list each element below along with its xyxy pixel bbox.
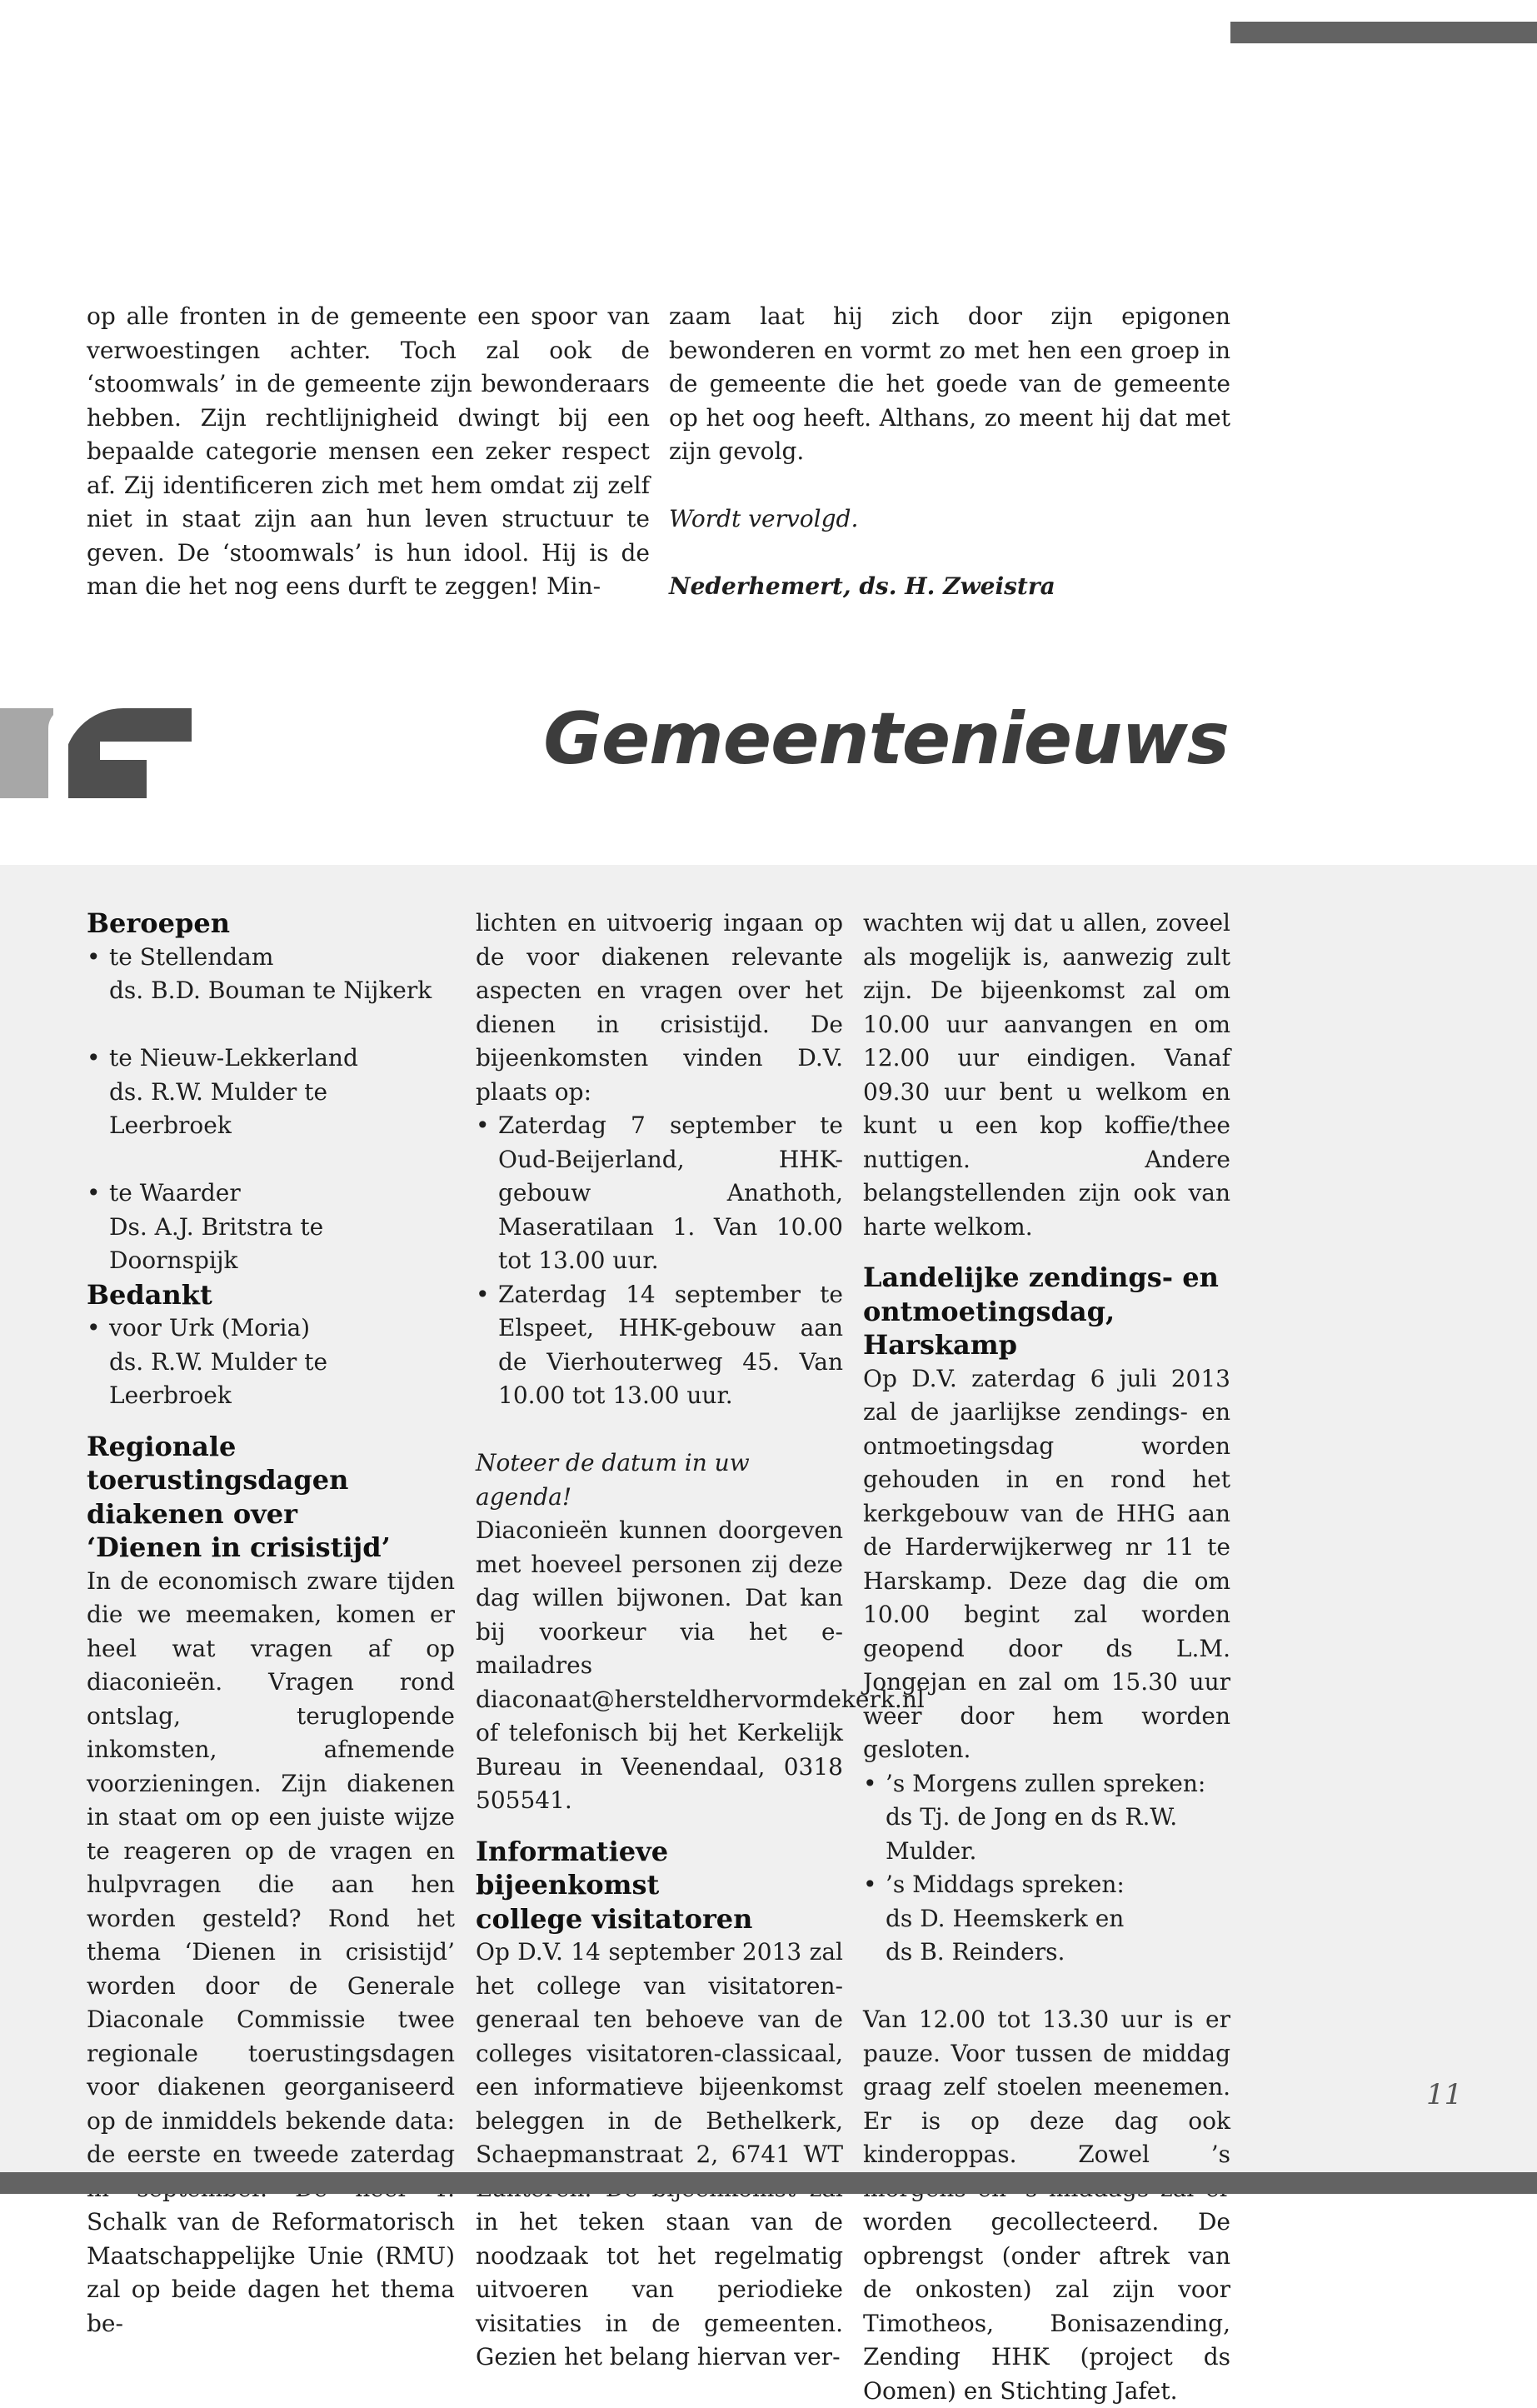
- toerusting-body: In de economisch zware tijden die we meemaken, komen er heel wat vragen af op diaconieën. Vragen rond ontslag, teruglopende inkomsten, afnemende voorzieningen. Zijn diakenen in staat om op een juiste wijze te reageren op de vragen en hulpvragen die aan hen worden gesteld? Rond het thema ‘Dienen in crisistijd’ worden door de Generale Diaconale Commissie twee regionale toerustingsdagen voor diakenen georganiseerd op de inmiddels bekende data: de eerste en tweede zaterdag Schalk van de Reformatorisch Maatschappelijke Unie (RMU) zal op beide dagen het thema be-: [87, 1566, 455, 2337]
- toerusting-heading: Regionale toerustingsdagen: [87, 1430, 349, 1496]
- author-signature: Nederhemert, ds. H. Zweistra: [669, 572, 1055, 600]
- zendingsdag-heading: ontmoetingsdag, Harskamp: [863, 1295, 1115, 1361]
- speaker-label: • ’s Morgens zullen spreken:: [863, 1767, 1230, 1801]
- visitatoren-heading: college visitatoren: [476, 1902, 753, 1935]
- speaker-names: ds Tj. de Jong en ds R.W. Mulder.: [886, 1803, 1178, 1865]
- list-item: • te Stellendam: [87, 941, 455, 975]
- agenda-note: Noteer de datum in uw agenda!: [476, 1449, 750, 1511]
- visitatoren-body-continued: wachten wij dat u allen, zoveel als mogelijk is, aanwezig zult zijn. De bijeenkomst zal om 10.00 uur aanvangen en om 12.00 uur eindigen. Vanaf 09.30 uur bent u welkom en kunt u een kop koffie/thee nuttigen. Andere belangstellenden zijn ook van harte welkom.: [863, 909, 1230, 1241]
- speaker-label: • ’s Middags spreken:: [863, 1868, 1230, 1902]
- toerusting-heading: ‘Dienen in crisistijd’: [87, 1531, 391, 1563]
- article-text: op alle fronten in de gemeente een spoor van verwoestingen achter. Toch zal ook de ‘stoomwals’ in de gemeente zijn bewonderaars hebben. Zijn rechtlijnigheid dwingt bij een bepaalde categorie mensen een zeker respect af. Zij identificeren zich met hem omdat zij zelf niet in staat zijn aan hun leven structuur te geven. De ‘stoomwals’ is hun idool. Hij is de man die het nog eens durft te zeggen! Min-: [87, 302, 650, 600]
- list-item-person: ds. B.D. Bouman te Nijkerk: [109, 977, 432, 1004]
- zendingsdag-body: Op D.V. zaterdag 6 juli 2013 zal de jaarlijkse zendings- en ontmoetingsdag worden gehouden in en rond het kerkgebouw van de HHG aan de Harderwijkerweg nr 11 te Harskamp. Deze dag die om 10.00 begint zal worden geopend door ds L.M. Jongejan en zal om 15.30 uur weer door hem worden gesloten.: [863, 1364, 1230, 1763]
- zendingsdag-heading: Landelijke zendings- en: [863, 1261, 1219, 1293]
- continued-note: Wordt vervolgd.: [669, 505, 859, 532]
- visitatoren-heading: Informatieve bijeenkomst: [476, 1835, 669, 1901]
- beroepen-heading: Beroepen: [87, 907, 230, 939]
- list-item-person: ds. R.W. Mulder te Leerbroek: [109, 1347, 328, 1409]
- section-logo-icon: [0, 708, 192, 798]
- zendingsdag-closing: Van 12.00 tot 13.30 uur is er pauze. Voor tussen de middag graag zelf stoelen meenemen. Er is op deze dag ook kinderoppas. Zowel ’s worden gecollecteerd. De opbrengst (onder aftrek van de onkosten) zal zijn voor Timotheos, Bonisazending, Zending HHK (project ds Oomen) en Stichting Jafet.: [863, 2006, 1230, 2405]
- bottom-decorative-bar: [0, 2172, 1537, 2194]
- article-column-1: [87, 300, 650, 604]
- date-item: • Zaterdag 14 september te Elspeet, HHK-gebouw aan de Vierhouterweg 45. Van 10.00 tot 13.00 uur.: [476, 1278, 843, 1413]
- top-decorative-bar: [1230, 22, 1537, 43]
- list-item-person: ds. R.W. Mulder te Leerbroek: [109, 1077, 328, 1139]
- news-column-2: [476, 907, 925, 2375]
- speaker-names: ds D. Heemskerk en: [886, 1904, 1125, 1932]
- visitatoren-body: Op D.V. 14 september 2013 zal het college van visitatoren-generaal ten behoeve van de colleges visitatoren-classicaal, een informatieve bijeenkomst beleggen in de Bethelkerk, Schaepmanstraat 2, 6741 WT in het teken staan van de noodzaak tot het regelmatig uitvoeren van periodieke visitaties in de gemeenten. Gezien het belang hiervan ver-: [476, 1938, 843, 2371]
- list-item-person: Ds. A.J. Britstra te Doornspijk: [109, 1212, 324, 1274]
- list-item: • te Nieuw-Lekkerland: [87, 1042, 455, 1076]
- page-number: 11: [1426, 2078, 1463, 2111]
- section-title: Gemeentenieuws: [543, 697, 1229, 781]
- article-column-2: [669, 300, 1230, 604]
- speaker-names: ds B. Reinders.: [886, 1938, 1065, 1966]
- list-item: • voor Urk (Moria): [87, 1311, 455, 1346]
- date-item: • Zaterdag 7 september te Oud-Beijerland, HHK-gebouw Anathoth, Maseratilaan 1. Van 10.00 tot 13.00 uur.: [476, 1109, 843, 1278]
- news-column-1: [87, 907, 455, 2341]
- toerusting-heading: diakenen over: [87, 1497, 297, 1530]
- signup-text: Diaconieën kunnen doorgeven met hoeveel personen zij deze dag willen bijwonen. Dat kan bij voorkeur via het e-mailadres diaconaat@hersteldhervormdekerk.nl of telefonisch bij het Kerkelijk Bureau in Veenendaal, 0318 505541.: [476, 1516, 925, 1814]
- bedankt-heading: Bedankt: [87, 1278, 212, 1311]
- toerusting-body-continued: lichten en uitvoerig ingaan op de voor diakenen relevante aspecten en vragen over het dienen in crisistijd. De bijeenkomsten vinden D.V. plaats op:: [476, 909, 843, 1106]
- list-item: • te Waarder: [87, 1177, 455, 1211]
- article-text: zaam laat hij zich door zijn epigonen bewonderen en vormt zo met hen een groep in de gemeente die het goede van de gemeente op het oog heeft. Althans, zo meent hij dat met zijn gevolg.: [669, 302, 1230, 465]
